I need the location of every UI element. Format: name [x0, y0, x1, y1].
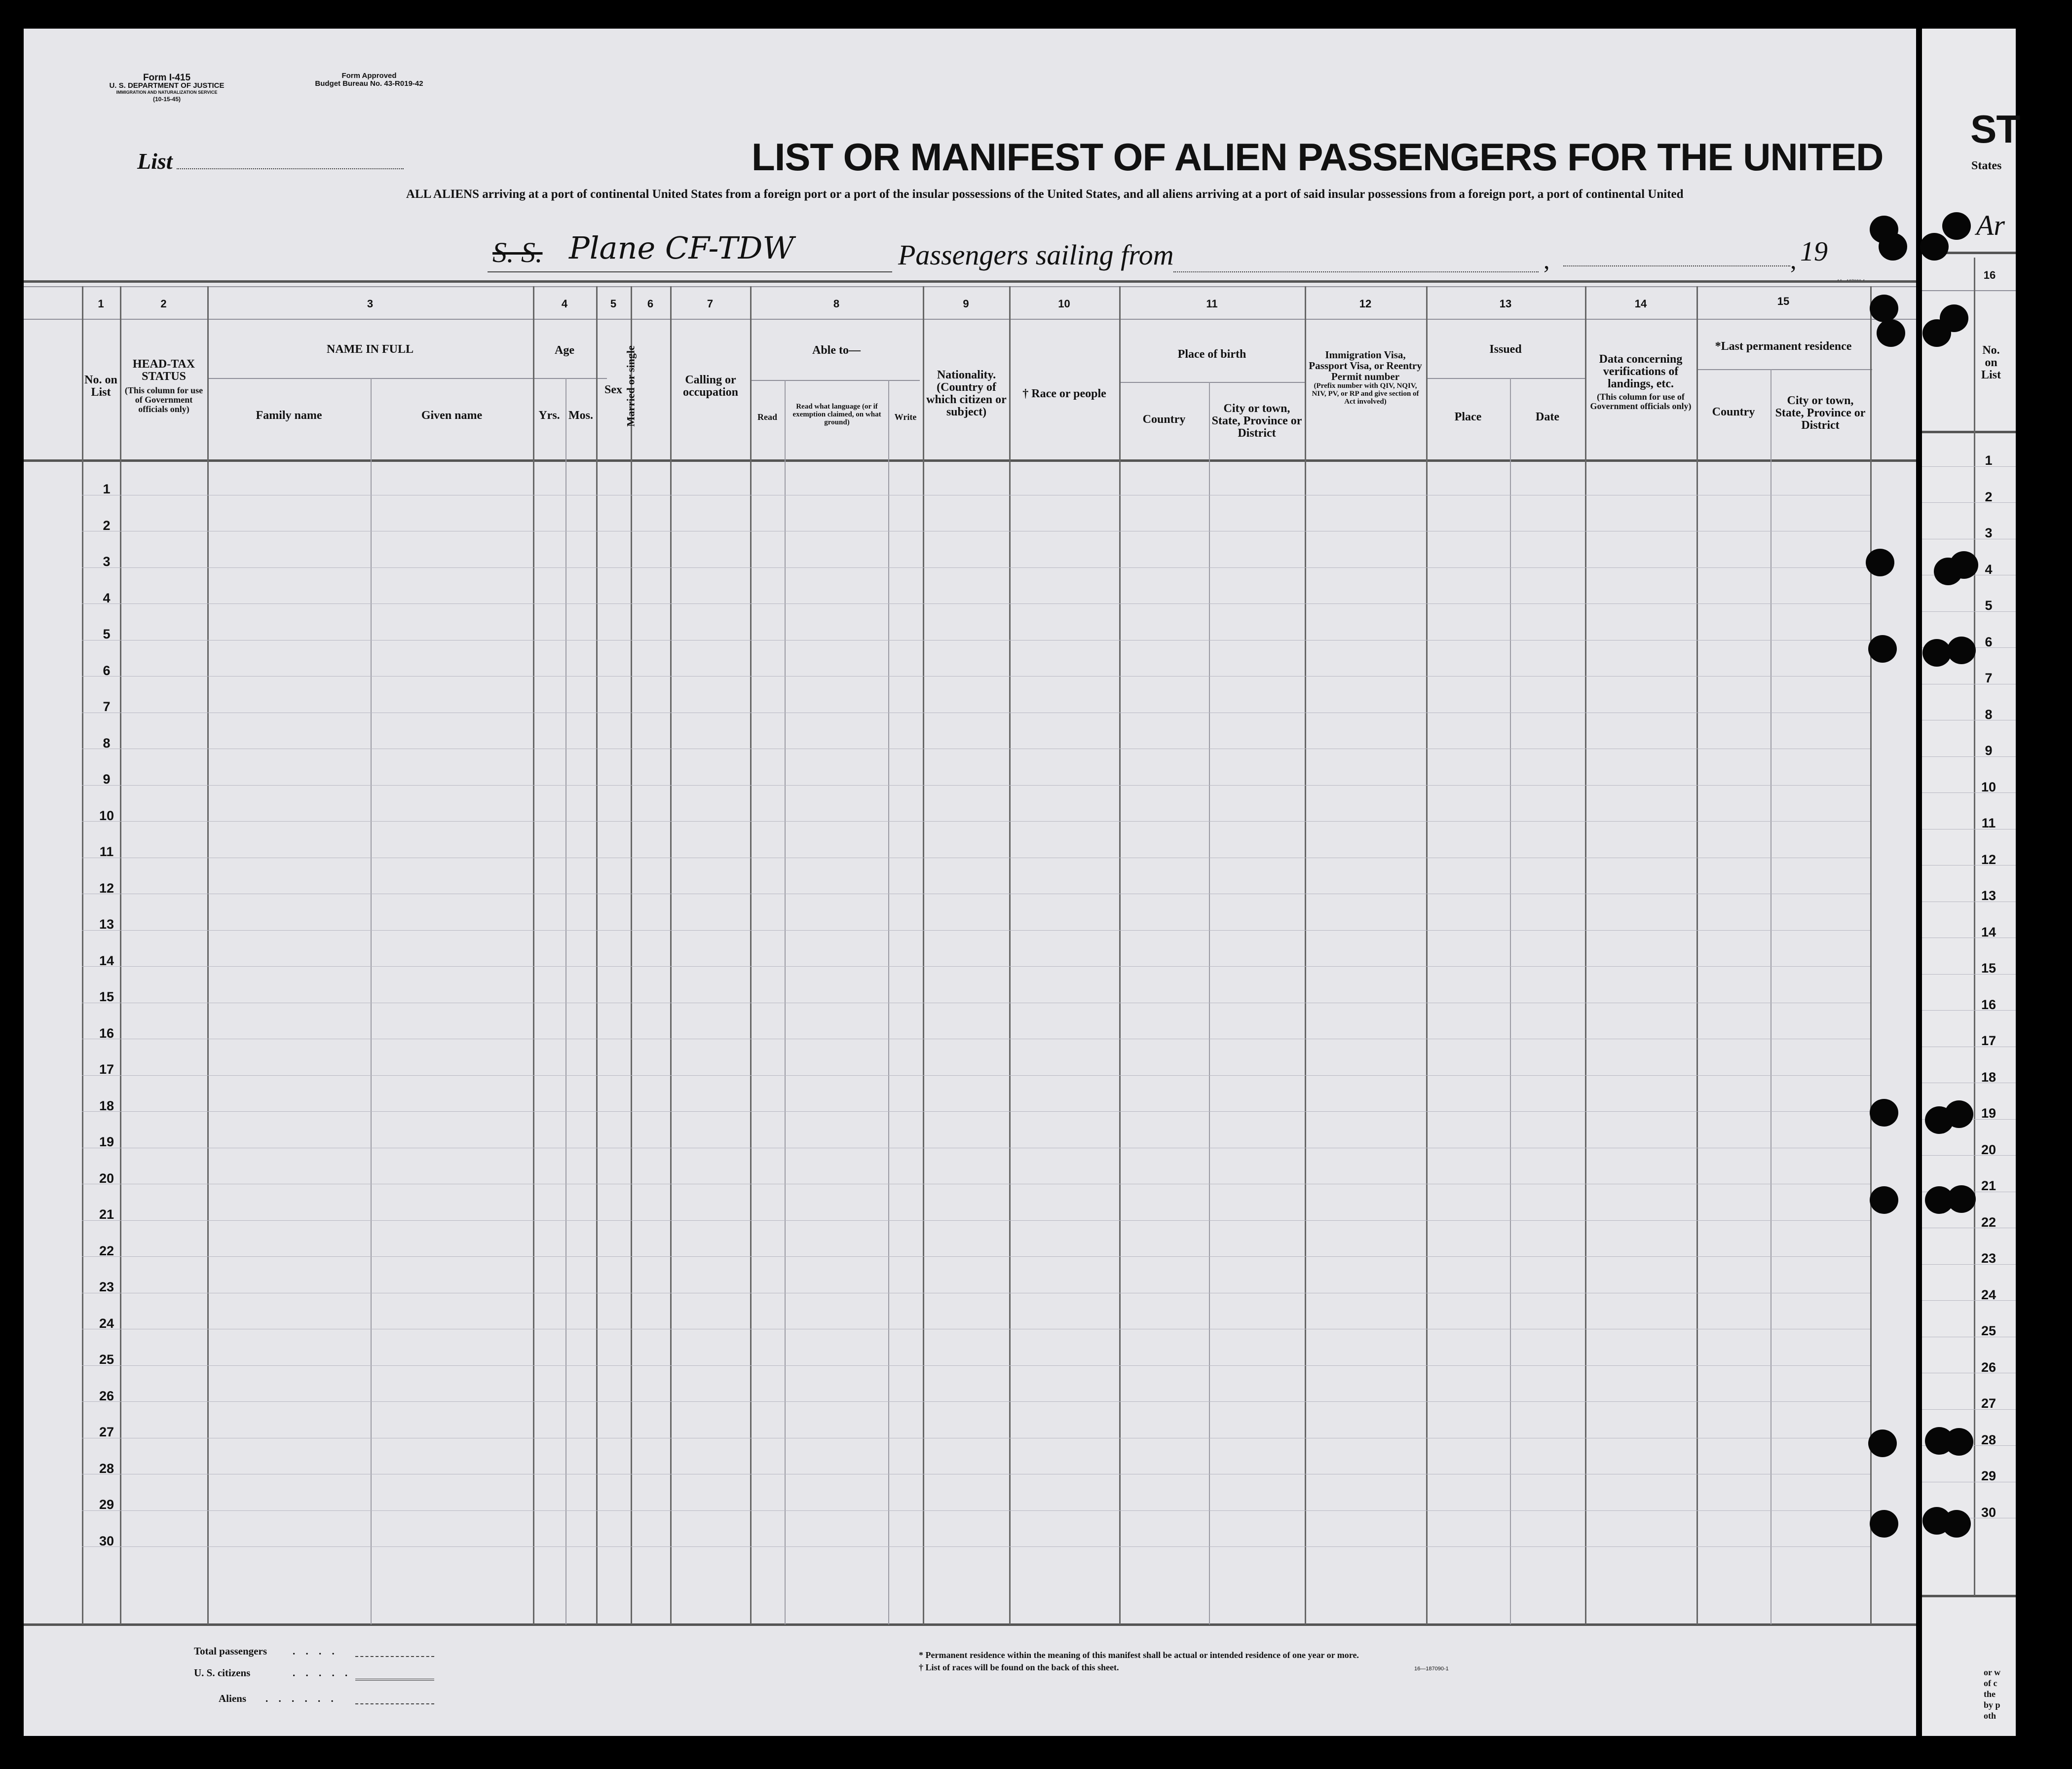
- punch-hole: [1868, 635, 1897, 663]
- row-rule: [82, 1546, 1870, 1547]
- page-subtitle: ALL ALIENS arriving at a port of continental United States from a foreign port or a port of the insular possessions of the United States, and all aliens arriving at a port of said insular possessions from a foreign port, a port of continental United: [406, 188, 1684, 201]
- colnum-13: 13: [1499, 298, 1512, 310]
- row-rule: [82, 930, 1870, 931]
- adjacent-row-number: 12: [1981, 852, 1997, 867]
- sailing-from-field[interactable]: [1173, 271, 1539, 272]
- row-rule: [82, 1365, 1870, 1366]
- approval-block: [310, 72, 428, 88]
- col-header-issued-date: Date: [1536, 411, 1559, 423]
- col-line-1: [82, 286, 83, 1624]
- comma-separator: ,: [1544, 246, 1550, 274]
- adjacent-row-number: 19: [1981, 1106, 1997, 1121]
- row-rule: [82, 567, 1870, 568]
- adjacent-row-number: 10: [1981, 779, 1997, 794]
- col-line-13: [1426, 286, 1428, 1624]
- adjacent-row-number: 5: [1985, 598, 1993, 613]
- adjacent-row-number: 26: [1981, 1359, 1997, 1375]
- col-header-birth-city: City or town, State, Province or District: [1211, 402, 1302, 440]
- punch-hole: [1879, 233, 1907, 261]
- adjacent-row-number: 7: [1985, 671, 1993, 685]
- table-top-rule: [24, 280, 1916, 283]
- dots-2: . . . . .: [293, 1667, 352, 1679]
- col-header-no-on-list: No. on List: [84, 374, 117, 399]
- row-rule: [82, 1111, 1870, 1112]
- col-line-9: [923, 286, 924, 1624]
- col-header-age: Age: [555, 344, 574, 357]
- colnum-9: 9: [963, 298, 969, 310]
- row-number: 22: [99, 1243, 114, 1258]
- colnum-3: 3: [367, 298, 374, 310]
- punch-hole: [1922, 639, 1951, 667]
- code-bottom: 16—187090-1: [1414, 1666, 1449, 1672]
- us-citizens-label: U. S. citizens: [194, 1667, 251, 1679]
- colnum-14: 14: [1634, 298, 1647, 310]
- adjacent-row-rule: [1922, 502, 2016, 503]
- col-header-read: Read: [757, 412, 777, 422]
- adjacent-row-number: 11: [1981, 816, 1996, 830]
- row-number: 4: [103, 590, 111, 605]
- dots-3: . . . . . .: [265, 1693, 338, 1704]
- page-title: LIST OR MANIFEST OF ALIEN PASSENGERS FOR THE UNITED: [752, 135, 1884, 179]
- adjacent-row-number: 27: [1981, 1396, 1997, 1411]
- row-number: 18: [99, 1098, 114, 1113]
- able-subheader-rule: [750, 380, 920, 381]
- row-number: 23: [99, 1280, 114, 1294]
- col-line-12: [1305, 286, 1306, 1624]
- punch-hole: [1942, 212, 1971, 240]
- adjacent-row-rule: [1922, 466, 2016, 467]
- adjacent-row-number: 9: [1985, 743, 1993, 758]
- col-header-head-tax: [122, 358, 205, 414]
- row-number: 13: [99, 917, 114, 932]
- row-rule: [82, 1510, 1870, 1511]
- colnum-15: 15: [1777, 295, 1790, 307]
- visa-note: (Prefix number with QIV, NQIV, NIV, PV, or RP and give section of Act involved): [1312, 382, 1419, 406]
- col-header-mos: Mos.: [568, 409, 593, 422]
- row-number: 28: [99, 1461, 114, 1476]
- col-line-6: [631, 286, 632, 1624]
- punch-hole: [1870, 295, 1898, 322]
- row-rule: [82, 1075, 1870, 1076]
- footnote-residence: * Permanent residence within the meaning of this manifest shall be actual or intended residence of one year or more.: [919, 1650, 1359, 1660]
- adjacent-foot-fragment: or w of c the by p oth: [1984, 1667, 2001, 1721]
- aliens-label: Aliens: [219, 1693, 247, 1704]
- col-line-15: [1696, 286, 1698, 1624]
- col-header-sex: Sex: [604, 383, 622, 396]
- punch-hole: [1870, 1510, 1898, 1538]
- residence-subheader-rule: [1697, 369, 1872, 370]
- year-prefix: 19: [1800, 236, 1828, 267]
- punch-hole: [1870, 1186, 1898, 1214]
- form-number: Form I-415: [143, 73, 191, 83]
- col-line-11: [1119, 286, 1121, 1624]
- row-number: 30: [99, 1533, 114, 1548]
- ss-prefix: S. S.: [492, 236, 543, 268]
- adjacent-row-rule: [1922, 1300, 2016, 1301]
- col-header-verifications: [1588, 353, 1694, 411]
- col-header-family-name: Family name: [256, 409, 322, 422]
- col-header-read-language: Read what language (or if exemption claimed, on what ground): [792, 403, 881, 426]
- adjacent-sheet-fragment: [1922, 29, 2020, 1736]
- row-number: 14: [99, 953, 114, 968]
- row-number: 3: [103, 554, 111, 569]
- adjacent-col-line: [1974, 258, 1975, 1596]
- adjacent-colnum: 16: [1983, 269, 1996, 281]
- table-top-rule-2: [24, 286, 1916, 287]
- row-number: 2: [103, 518, 111, 533]
- colnum-8: 8: [833, 298, 840, 310]
- col-line-7: [670, 286, 672, 1624]
- row-number: 5: [103, 627, 111, 641]
- aliens-field[interactable]: [355, 1703, 434, 1704]
- col-line-16: [1870, 286, 1872, 1624]
- col-header-birth-country: Country: [1142, 413, 1186, 426]
- col-line-5: [596, 286, 598, 1624]
- adjacent-row-number: 29: [1981, 1468, 1997, 1483]
- adjacent-subtitle-fragment: States: [1971, 159, 2002, 172]
- row-rule: [82, 1256, 1870, 1257]
- colnum-rule: [24, 319, 1916, 320]
- col-header-residence-city: City or town, State, Province or District: [1775, 394, 1866, 432]
- head-tax-label: HEAD-TAX STATUS: [132, 358, 195, 383]
- comma-separator-2: ,: [1790, 246, 1797, 274]
- col-header-place-of-birth: Place of birth: [1177, 348, 1246, 361]
- budget-number: Budget Bureau No. 43-R019-42: [315, 79, 423, 88]
- verifications-note: (This column for use of Government officials only): [1590, 392, 1692, 411]
- vessel-field-line[interactable]: [488, 271, 892, 272]
- adjacent-arr-fragment: Ar: [1976, 209, 2005, 241]
- row-number: 10: [99, 808, 114, 823]
- punch-hole: [1866, 549, 1894, 576]
- col-header-issued: Issued: [1489, 343, 1522, 356]
- issued-subheader-rule: [1426, 378, 1585, 379]
- row-number: 1: [103, 482, 111, 496]
- col-header-write: Write: [894, 412, 917, 422]
- adjacent-colnum-rule: [1922, 290, 2016, 291]
- row-number: 29: [99, 1497, 114, 1512]
- col-header-calling: Calling or occupation: [682, 374, 738, 399]
- sailing-label: Passengers sailing from: [898, 239, 1174, 271]
- col-line-10: [1009, 286, 1011, 1624]
- total-passengers-label: Total passengers: [194, 1645, 267, 1657]
- col-header-married: Married or single: [624, 345, 637, 427]
- adjacent-row-rule: [1922, 1010, 2016, 1011]
- colnum-10: 10: [1058, 298, 1070, 310]
- col-header-yrs: Yrs.: [538, 409, 560, 422]
- row-number: 15: [99, 989, 114, 1004]
- adjacent-row-number: 28: [1981, 1432, 1997, 1447]
- punch-hole: [1870, 1099, 1898, 1127]
- colnum-1: 1: [98, 298, 104, 310]
- colnum-4: 4: [561, 298, 568, 310]
- birth-subheader-rule: [1119, 382, 1305, 383]
- row-number: 9: [103, 772, 111, 787]
- adjacent-row-rule: [1922, 611, 2016, 612]
- date-field[interactable]: [1563, 265, 1790, 266]
- adjacent-row-number: 23: [1981, 1251, 1997, 1266]
- adjacent-row-rule: [1922, 1155, 2016, 1156]
- punch-hole: [1947, 637, 1976, 664]
- adjacent-bottom-rule: [1922, 1595, 2016, 1597]
- adjacent-row-rule: [1922, 1409, 2016, 1410]
- adjacent-no-on-list: No. on List: [1981, 344, 2001, 381]
- adjacent-row-number: 22: [1981, 1214, 1997, 1230]
- adjacent-row-rule: [1922, 792, 2016, 793]
- col-header-issued-place: Place: [1454, 411, 1482, 423]
- row-number: 11: [99, 844, 114, 859]
- col-header-name: NAME IN FULL: [326, 343, 414, 356]
- adjacent-row-number: 14: [1981, 924, 1997, 940]
- verifications-label: Data concerning verifications of landings, etc.: [1599, 353, 1683, 390]
- table-bottom-rule: [24, 1623, 1916, 1626]
- colnum-7: 7: [707, 298, 714, 310]
- col-line-8: [750, 286, 752, 1624]
- adjacent-row-number: 20: [1981, 1142, 1997, 1157]
- adjacent-row-rule: [1922, 756, 2016, 757]
- adjacent-row-number: 1: [1985, 453, 1993, 468]
- col-header-visa: [1307, 349, 1424, 406]
- row-rule: [82, 1401, 1870, 1402]
- adjacent-row-number: 24: [1981, 1287, 1997, 1302]
- adjacent-row-number: 3: [1985, 526, 1993, 540]
- total-passengers-field[interactable]: [355, 1656, 434, 1657]
- adjacent-row-number: 17: [1981, 1033, 1997, 1048]
- row-number: 20: [99, 1170, 114, 1186]
- row-number: 19: [99, 1134, 114, 1149]
- row-number: 12: [99, 880, 114, 896]
- row-rule: [82, 966, 1870, 967]
- adjacent-row-number: 21: [1981, 1178, 1997, 1193]
- punch-hole: [1950, 551, 1978, 579]
- punch-hole: [1877, 319, 1905, 347]
- row-number: 21: [99, 1207, 114, 1222]
- row-number: 26: [99, 1388, 114, 1403]
- row-number: 25: [99, 1352, 114, 1367]
- col-header-last-residence: *Last permanent residence: [1715, 340, 1852, 353]
- department: U. S. DEPARTMENT OF JUSTICE: [109, 81, 225, 90]
- colnum-5: 5: [610, 298, 617, 310]
- list-field[interactable]: [177, 168, 404, 169]
- row-number: 6: [103, 663, 111, 678]
- adjacent-row-rule: [1922, 865, 2016, 866]
- col-line-4: [533, 286, 534, 1624]
- adjacent-row-number: 16: [1981, 997, 1997, 1012]
- us-citizens-field[interactable]: [355, 1679, 434, 1681]
- header-bottom-rule: [24, 459, 1916, 462]
- form-approved: Form Approved: [341, 72, 397, 80]
- punch-hole: [1868, 1430, 1897, 1457]
- punch-hole: [1945, 1428, 1973, 1456]
- colnum-2: 2: [160, 298, 167, 310]
- form-id-block: [108, 74, 226, 103]
- adjacent-header-rule: [1922, 431, 2016, 433]
- adjacent-row-number: 2: [1985, 489, 1993, 504]
- row-number: 8: [103, 735, 111, 751]
- punch-hole: [1920, 233, 1949, 261]
- adjacent-row-number: 13: [1981, 888, 1997, 903]
- list-label: List: [137, 149, 173, 174]
- row-rule: [82, 603, 1870, 604]
- adjacent-row-number: 4: [1985, 562, 1993, 577]
- colnum-6: 6: [647, 298, 654, 310]
- punch-hole: [1942, 1510, 1971, 1538]
- head-tax-note: (This column for use of Government officials only): [124, 385, 203, 414]
- col-line-14: [1585, 286, 1586, 1624]
- punch-hole: [1940, 304, 1968, 332]
- punch-hole: [1945, 1100, 1973, 1128]
- colnum-11: 11: [1206, 298, 1218, 310]
- adjacent-row-number: 25: [1981, 1323, 1997, 1338]
- col-header-race: † Race or people: [1022, 387, 1106, 400]
- service: IMMIGRATION AND NATURALIZATION SERVICE: [116, 90, 218, 95]
- footnote-races: † List of races will be found on the back of this sheet.: [919, 1662, 1119, 1672]
- col-header-given-name: Given name: [421, 409, 483, 422]
- dots-1: . . . .: [293, 1645, 339, 1657]
- row-rule: [82, 785, 1870, 786]
- colnum-12: 12: [1359, 298, 1372, 310]
- adjacent-title-fragment: ST: [1970, 107, 2020, 151]
- adjacent-row-rule: [1922, 974, 2016, 975]
- row-number: 17: [99, 1062, 114, 1077]
- row-number: 7: [103, 699, 111, 714]
- adjacent-row-rule: [1922, 1264, 2016, 1265]
- col-header-nationality: Nationality. (Country of which citizen or subject): [926, 369, 1007, 418]
- row-rule: [82, 676, 1870, 677]
- col-header-able-to: Able to—: [812, 344, 861, 357]
- form-date-code: (10-15-45): [152, 96, 181, 103]
- col-line-3: [207, 286, 209, 1624]
- adjacent-row-number: 30: [1981, 1505, 1997, 1520]
- row-rule: [82, 821, 1870, 822]
- punch-hole: [1947, 1185, 1976, 1213]
- manifest-sheet: [24, 29, 1916, 1736]
- row-number: 16: [99, 1025, 114, 1041]
- visa-label: Immigration Visa, Passport Visa, or Reentry Permit number: [1309, 349, 1422, 382]
- adjacent-row-number: 8: [1985, 707, 1993, 722]
- col-header-residence-country: Country: [1712, 406, 1755, 418]
- adjacent-row-number: 15: [1981, 961, 1997, 976]
- handwritten-vessel: Plane CF-TDW: [569, 230, 794, 266]
- row-number: 24: [99, 1316, 114, 1331]
- row-number: 27: [99, 1425, 114, 1439]
- adjacent-row-number: 18: [1981, 1069, 1997, 1085]
- adjacent-row-number: 6: [1985, 634, 1993, 649]
- row-rule: [82, 1220, 1870, 1221]
